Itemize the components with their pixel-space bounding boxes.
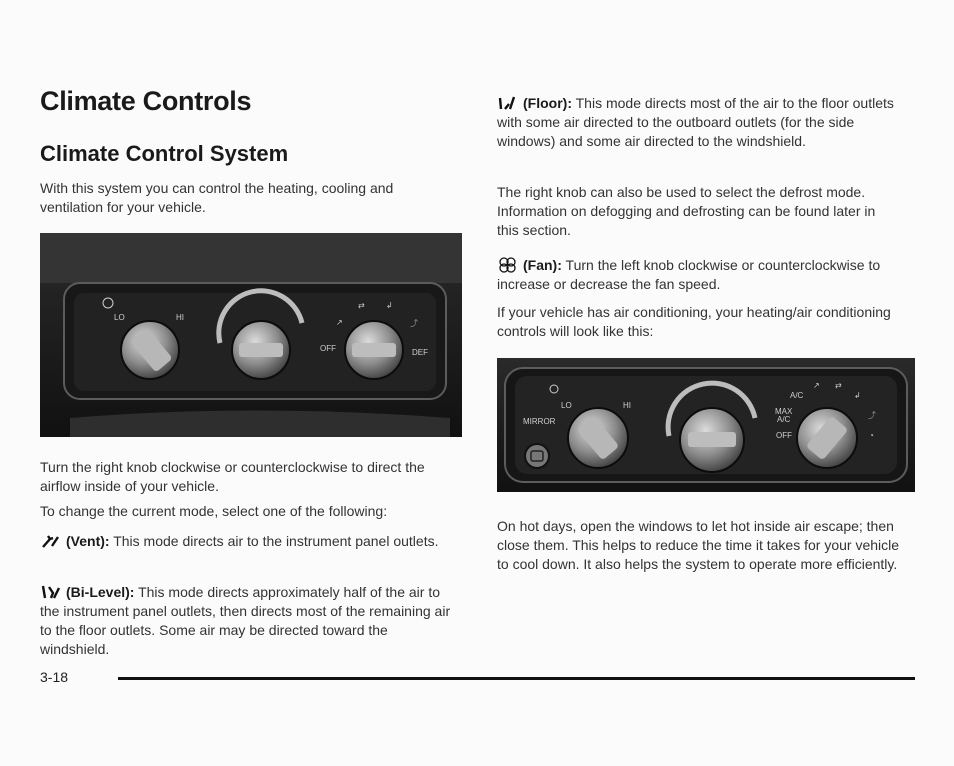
- bilevel-label: (Bi-Level):: [66, 584, 135, 600]
- floor-mode-icon: ↲: [854, 391, 861, 400]
- hi-label: HI: [176, 313, 184, 322]
- off-label: OFF: [776, 431, 792, 440]
- fan-icon-inline: [497, 257, 519, 273]
- hi-label: HI: [623, 401, 631, 410]
- lo-label: LO: [114, 313, 125, 322]
- change-mode-paragraph: To change the current mode, select one of the following:: [40, 503, 388, 519]
- lo-label: LO: [561, 401, 572, 410]
- bilevel-paragraph: [40, 583, 460, 659]
- ac-climate-panel-image: [497, 358, 915, 492]
- page-number: 3-18: [40, 669, 69, 685]
- vent-label: (Vent):: [66, 533, 110, 549]
- floor-label: (Floor):: [523, 95, 572, 111]
- hot-days-paragraph: On hot days, open the windows to let hot inside air escape; then close them. This helps to reduce the time it takes for your vehicle to cool down. It also helps the system to operate more efficiently.: [497, 518, 900, 572]
- temperature-knob-grip: [688, 432, 736, 447]
- off-label: OFF: [320, 344, 336, 353]
- floor-mode-icon: ↲: [386, 301, 393, 310]
- section-title: Climate Control System: [40, 141, 289, 166]
- ac-label: A/C: [790, 391, 804, 400]
- climate-panel-image: [40, 233, 462, 437]
- def-label: DEF: [412, 348, 428, 357]
- ac-intro-paragraph: If your vehicle has air conditioning, your heating/air conditioning controls will look like this:: [497, 304, 891, 339]
- bilevel-mode-icon: ⇄: [358, 301, 365, 310]
- mirror-label: MIRROR: [523, 417, 556, 426]
- vent-text: This mode directs air to the instrument panel outlets.: [113, 533, 439, 549]
- floor-text: This mode directs most of the air to the floor outlets with some air directed to the outboard outlets (for the side windows) and some air directed to the windshield.: [497, 95, 894, 149]
- temperature-knob-grip: [239, 343, 283, 357]
- footer-rule: [118, 677, 915, 680]
- bilevel-mode-icon: ⇄: [835, 381, 842, 390]
- max-defrost-icon: ◔: [869, 431, 874, 440]
- mirror-defrost-button[interactable]: [525, 444, 549, 468]
- bilevel-text: This mode directs approximately half of the air to the instrument panel outlets, then directs most of the remaining air to the floor outlets. Some air may be directed toward the windshield.: [40, 584, 451, 657]
- mode-knob-grip: [352, 343, 396, 357]
- defrost-mode-icon: ⤴: [868, 411, 876, 420]
- vent-icon: [40, 533, 62, 549]
- defrost-mode-icon: ⤴: [410, 319, 418, 328]
- intro-paragraph: With this system you can control the heating, cooling and ventilation for your vehicle.: [40, 180, 394, 215]
- vent-mode-icon: ↗: [336, 318, 343, 327]
- max-ac-label: A/C: [777, 415, 791, 424]
- vent-paragraph: [40, 532, 465, 551]
- vent-mode-icon: ↗: [813, 381, 820, 390]
- fan-label: (Fan):: [523, 257, 562, 273]
- floor-paragraph: [497, 94, 907, 151]
- bilevel-icon: [40, 584, 62, 600]
- fan-text: Turn the left knob clockwise or counterclockwise to increase or decrease the fan speed.: [497, 257, 881, 292]
- floor-icon: [497, 95, 519, 111]
- page-title: Climate Controls: [40, 86, 252, 116]
- defrost-paragraph: The right knob can also be used to select the defrost mode. Information on defogging and defrosting can be found later in this section.: [497, 184, 876, 238]
- fan-paragraph: [497, 256, 917, 294]
- right-knob-paragraph: Turn the right knob clockwise or counterclockwise to direct the airflow inside of your vehicle.: [40, 459, 425, 494]
- max-label: MAX: [775, 407, 793, 416]
